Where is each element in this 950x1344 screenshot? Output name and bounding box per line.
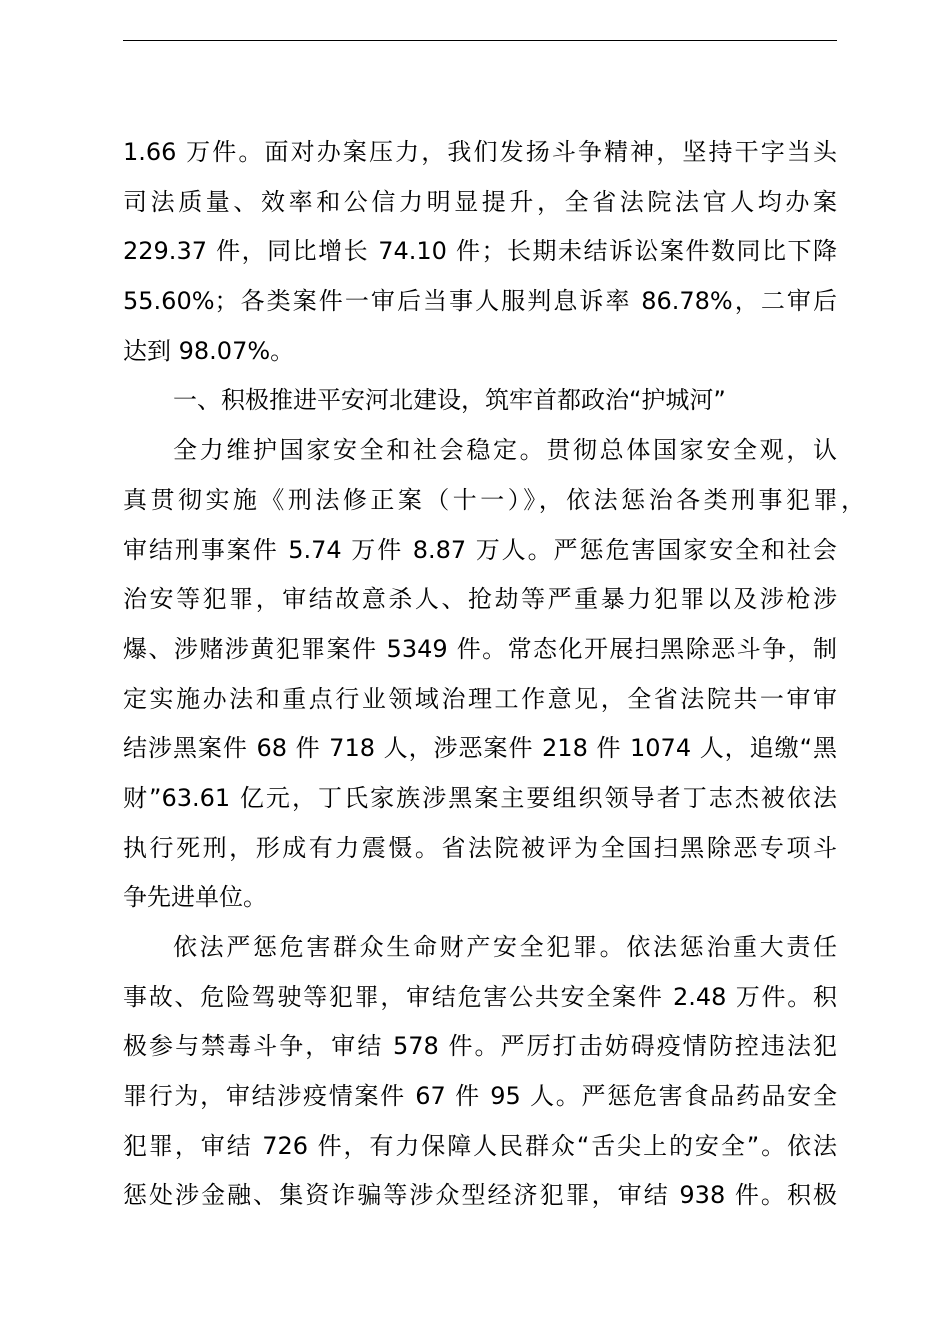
text-line: 真贯彻实施《刑法修正案（十一）》，依法惩治各类刑事犯罪， — [123, 485, 865, 514]
text-line: 司法质量、效率和公信力明显提升，全省法院法官人均办案 — [123, 187, 837, 216]
document-body — [123, 128, 865, 1221]
text-line: 全力维护国家安全和社会稳定。贯彻总体国家安全观，认 — [173, 436, 837, 465]
text-line: 229.37 件，同比增长 74.10 件；长期未结诉讼案件数同比下降 — [123, 237, 837, 266]
section-heading: 一、积极推进平安河北建设，筑牢首都政治“护城河” — [173, 386, 726, 415]
text-line: 罪行为，审结涉疫情案件 67 件 95 人。严惩危害食品药品安全 — [123, 1082, 837, 1111]
text-line: 惩处涉金融、集资诈骗等涉众型经济犯罪，审结 938 件。积极 — [123, 1181, 837, 1210]
text-line: 财”63.61 亿元，丁氏家族涉黑案主要组织领导者丁志杰被依法 — [123, 783, 837, 812]
text-line: 定实施办法和重点行业领域治理工作意见，全省法院共一审审 — [123, 684, 837, 713]
text-line: 达到 98.07%。 — [123, 336, 295, 365]
text-line: 爆、涉赌涉黄犯罪案件 5349 件。常态化开展扫黑除恶斗争，制 — [123, 634, 837, 663]
text-line: 犯罪，审结 726 件，有力保障人民群众“舌尖上的安全”。依法 — [123, 1131, 837, 1160]
text-line: 争先进单位。 — [123, 883, 267, 912]
text-line: 依法严惩危害群众生命财产安全犯罪。依法惩治重大责任 — [173, 933, 837, 961]
text-line: 55.60%；各类案件一审后当事人服判息诉率 86.78%，二审后 — [123, 287, 837, 316]
text-line: 事故、危险驾驶等犯罪，审结危害公共安全案件 2.48 万件。积 — [123, 982, 837, 1011]
text-line: 1.66 万件。面对办案压力，我们发扬斗争精神，坚持干字当头 — [123, 138, 837, 166]
text-line: 审结刑事案件 5.74 万件 8.87 万人。严惩危害国家安全和社会 — [123, 535, 837, 564]
text-line: 治安等犯罪，审结故意杀人、抢劫等严重暴力犯罪以及涉枪涉 — [123, 585, 837, 614]
text-line: 执行死刑，形成有力震慑。省法院被评为全国扫黑除恶专项斗 — [123, 833, 837, 862]
header-rule — [123, 40, 837, 41]
text-line: 结涉黑案件 68 件 718 人，涉恶案件 218 件 1074 人，追缴“黑 — [123, 734, 837, 763]
text-line: 极参与禁毒斗争，审结 578 件。严厉打击妨碍疫情防控违法犯 — [123, 1032, 837, 1061]
